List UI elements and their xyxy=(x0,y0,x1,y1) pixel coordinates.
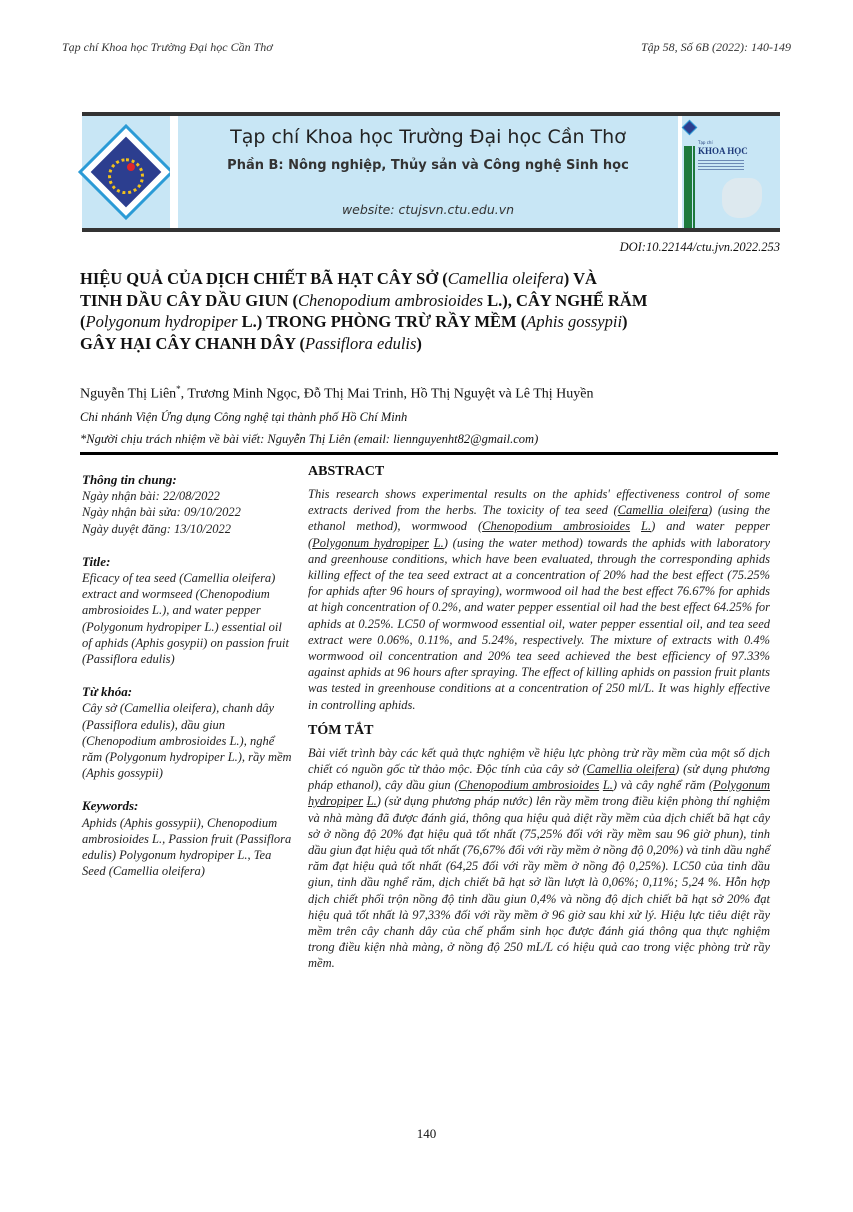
affiliation: Chi nhánh Viện Ứng dụng Công nghệ tại thành phố Hồ Chí Minh xyxy=(80,410,408,424)
info-heading: Thông tin chung: xyxy=(82,472,177,487)
tukhoa-heading: Từ khóa: xyxy=(82,684,133,700)
abstract-column xyxy=(308,464,770,982)
cover-label: Tạp chí xyxy=(698,140,713,145)
doi[interactable]: DOI:10.22144/ctu.jvn.2022.253 xyxy=(619,240,780,254)
authors xyxy=(80,384,594,403)
corresponding-mark: * xyxy=(176,384,181,394)
received-date: Ngày nhận bài: 22/08/2022 xyxy=(82,489,220,504)
university-logo xyxy=(82,116,170,228)
english-title: Eficacy of tea seed (Camellia oleifera) extract and wormseed (Chenopodium ambrosioides L.), and water pepper (Polygonum hydropiper L.) essential oil of aphids (Aphis gosypii) on passion fruit (Passiflora edulis) xyxy=(82,571,289,667)
banner-subtitle: Phần B: Nông nghiệp, Thủy sản và Công nghệ Sinh học xyxy=(227,158,629,173)
map-icon xyxy=(722,178,762,218)
coauthors: , Trương Minh Ngọc, Đỗ Thị Mai Trinh, Hồ Thị Nguyệt và Lê Thị Huyền xyxy=(180,386,594,402)
banner-title: Tạp chí Khoa học Trường Đại học Cần Thơ xyxy=(230,126,626,148)
title-heading: Title: xyxy=(82,553,111,569)
corresponding-author: *Người chịu trách nhiệm về bài viết: Nguyễn Thị Liên (email: liennguyenht82@gmail.com) xyxy=(80,432,539,446)
mini-logo-icon xyxy=(682,120,698,136)
journal-banner xyxy=(82,112,780,232)
tomtat-heading: TÓM TẮT xyxy=(308,722,374,738)
running-head xyxy=(62,40,791,56)
journal-cover-thumbnail xyxy=(682,116,780,228)
divider xyxy=(80,452,778,455)
volume-info: Tập 58, Số 6B (2022): 140-149 xyxy=(641,40,791,54)
paper-title: HIỆU QUẢ CỦA DỊCH CHIẾT BÃ HẠT CÂY SỞ (Camellia oleifera) VÀ TINH DẦU CÂY DẦU GIUN (Chenopodium ambrosioides L.), CÂY NGHỂ RĂM (Polygonum hydropiper L.) TRONG PHÒNG TRỪ RẦY MỀM (Aphis gossypii) GÂY HẠI CÂY CHANH DÂY (Passiflora edulis) xyxy=(80,269,648,353)
banner-website: website: ctujsvn.ctu.edu.vn xyxy=(341,202,515,217)
page-number: 140 xyxy=(416,1126,437,1141)
keywords-list: Aphids (Aphis gossypii), Chenopodium ambrosioides L., Passion fruit (Passiflora edulis) Polygonum hydropiper L., Tea Seed (Camellia oleifera) xyxy=(82,815,292,879)
cover-title: KHOA HỌC xyxy=(698,146,748,156)
article-info-sidebar xyxy=(82,472,292,896)
ctu-logo-icon xyxy=(78,124,174,220)
abstract-heading: ABSTRACT xyxy=(308,464,385,479)
journal-name: Tạp chí Khoa học Trường Đại học Cần Thơ xyxy=(62,40,273,54)
tukhoa-list: Cây sở (Camellia oleifera), chanh dây (Passiflora edulis), dầu giun (Chenopodium ambrosioides L.), nghể răm (Polygonum hydropiper L.), rầy mềm (Aphis gossypii) xyxy=(82,701,292,781)
revised-date: Ngày nhận bài sửa: 09/10/2022 xyxy=(82,505,241,520)
abstract-body: This research shows experimental results on the aphids' effectiveness control of some extracts derived from the herbs. The toxicity of tea seed (Camellia oleifera) (using the ethanol method), wormwood (Chenopodium ambrosioides L.) and water pepper (Polygonum hydropiper L.) (using the water method) towards the aphids with laboratory and greenhouse conditions, which have been evaluated, through the corresponding aphids killing effect of the tea seed extract at a concentration of 20% had the best effect (75.25% for aphids after 96 hours of spraying), wormwood oil had the best effect 76.67% for aphids at high concentration of 0.2%, and water pepper essential oil had the best effect 64.25% for aphids at 0.25%. LC50 of wormwood essential oil, water pepper essential oil, and tea seed extract were 0.06%, 0.11%, and 5.24%, respectively. The mixture of extracts with 0.4% wormwood oil concentration and 20% tea seed achieved the best efficiency of 97.33% against aphids at 96 hours after spraying. The effect of killing aphids on passion fruit plants was tested in greenhouse conditions at a concentration of 250 ml/L. It was highly effective in controlling aphids. xyxy=(308,487,770,712)
accepted-date: Ngày duyệt đăng: 13/10/2022 xyxy=(82,521,231,536)
tomtat-body: Bài viết trình bày các kết quả thực nghiệm về hiệu lực phòng trừ rầy mềm của một số dịch chiết có nguồn gốc từ thảo mộc. Độc tính của cây sở (Camellia oleifera) (sử dụng phương pháp ethanol), cây dầu giun (Chenopodium ambrosioides L.) và cây nghể răm (Polygonum hydropiper L.) (sử dụng phương pháp nước) lên rầy mềm trong điều kiện phòng thí nghiệm và nhà màng đã được đánh giá, thông qua hiệu quả diệt rầy mềm của dịch chiết bã hạt cây sở ở nồng độ 20% đạt hiệu quả tốt nhất (75,25% đối với rầy mềm sau 96 giờ phun), tinh dầu giun đạt hiệu quả tốt nhất (76,67% đối với rầy mềm ở nồng độ 0,20%) và tinh dầu nghể răm đạt hiệu quả tốt nhất (64,25 đối với rầy mềm ở nồng độ 0,25%). LC50 của tinh dầu giun, tinh dầu nghể răm, dịch chiết bã hạt sở lần lượt là 0,06%; 0,11%; 5,24 %. Hỗn hợp dịch chiết phối trộn nồng độ tinh dầu giun 0,4% và nồng độ dịch chiết bã hạt sở 20% đạt hiệu quả tốt nhất là 97,33% đối với rầy mềm ở 96 giờ sau khi xử lý. Hiệu lực tiêu diệt rầy mềm trên cây chanh dây của chế phẩm sinh học được đánh giá thông qua thực nghiệm trong điều kiện nhà màng, ở nồng độ 250 mL/L có hiệu quả cao trong việc phòng trừ rầy mềm. xyxy=(308,745,770,971)
author-name: Nguyễn Thị Liên xyxy=(80,386,177,402)
keywords-heading: Keywords: xyxy=(82,798,139,814)
